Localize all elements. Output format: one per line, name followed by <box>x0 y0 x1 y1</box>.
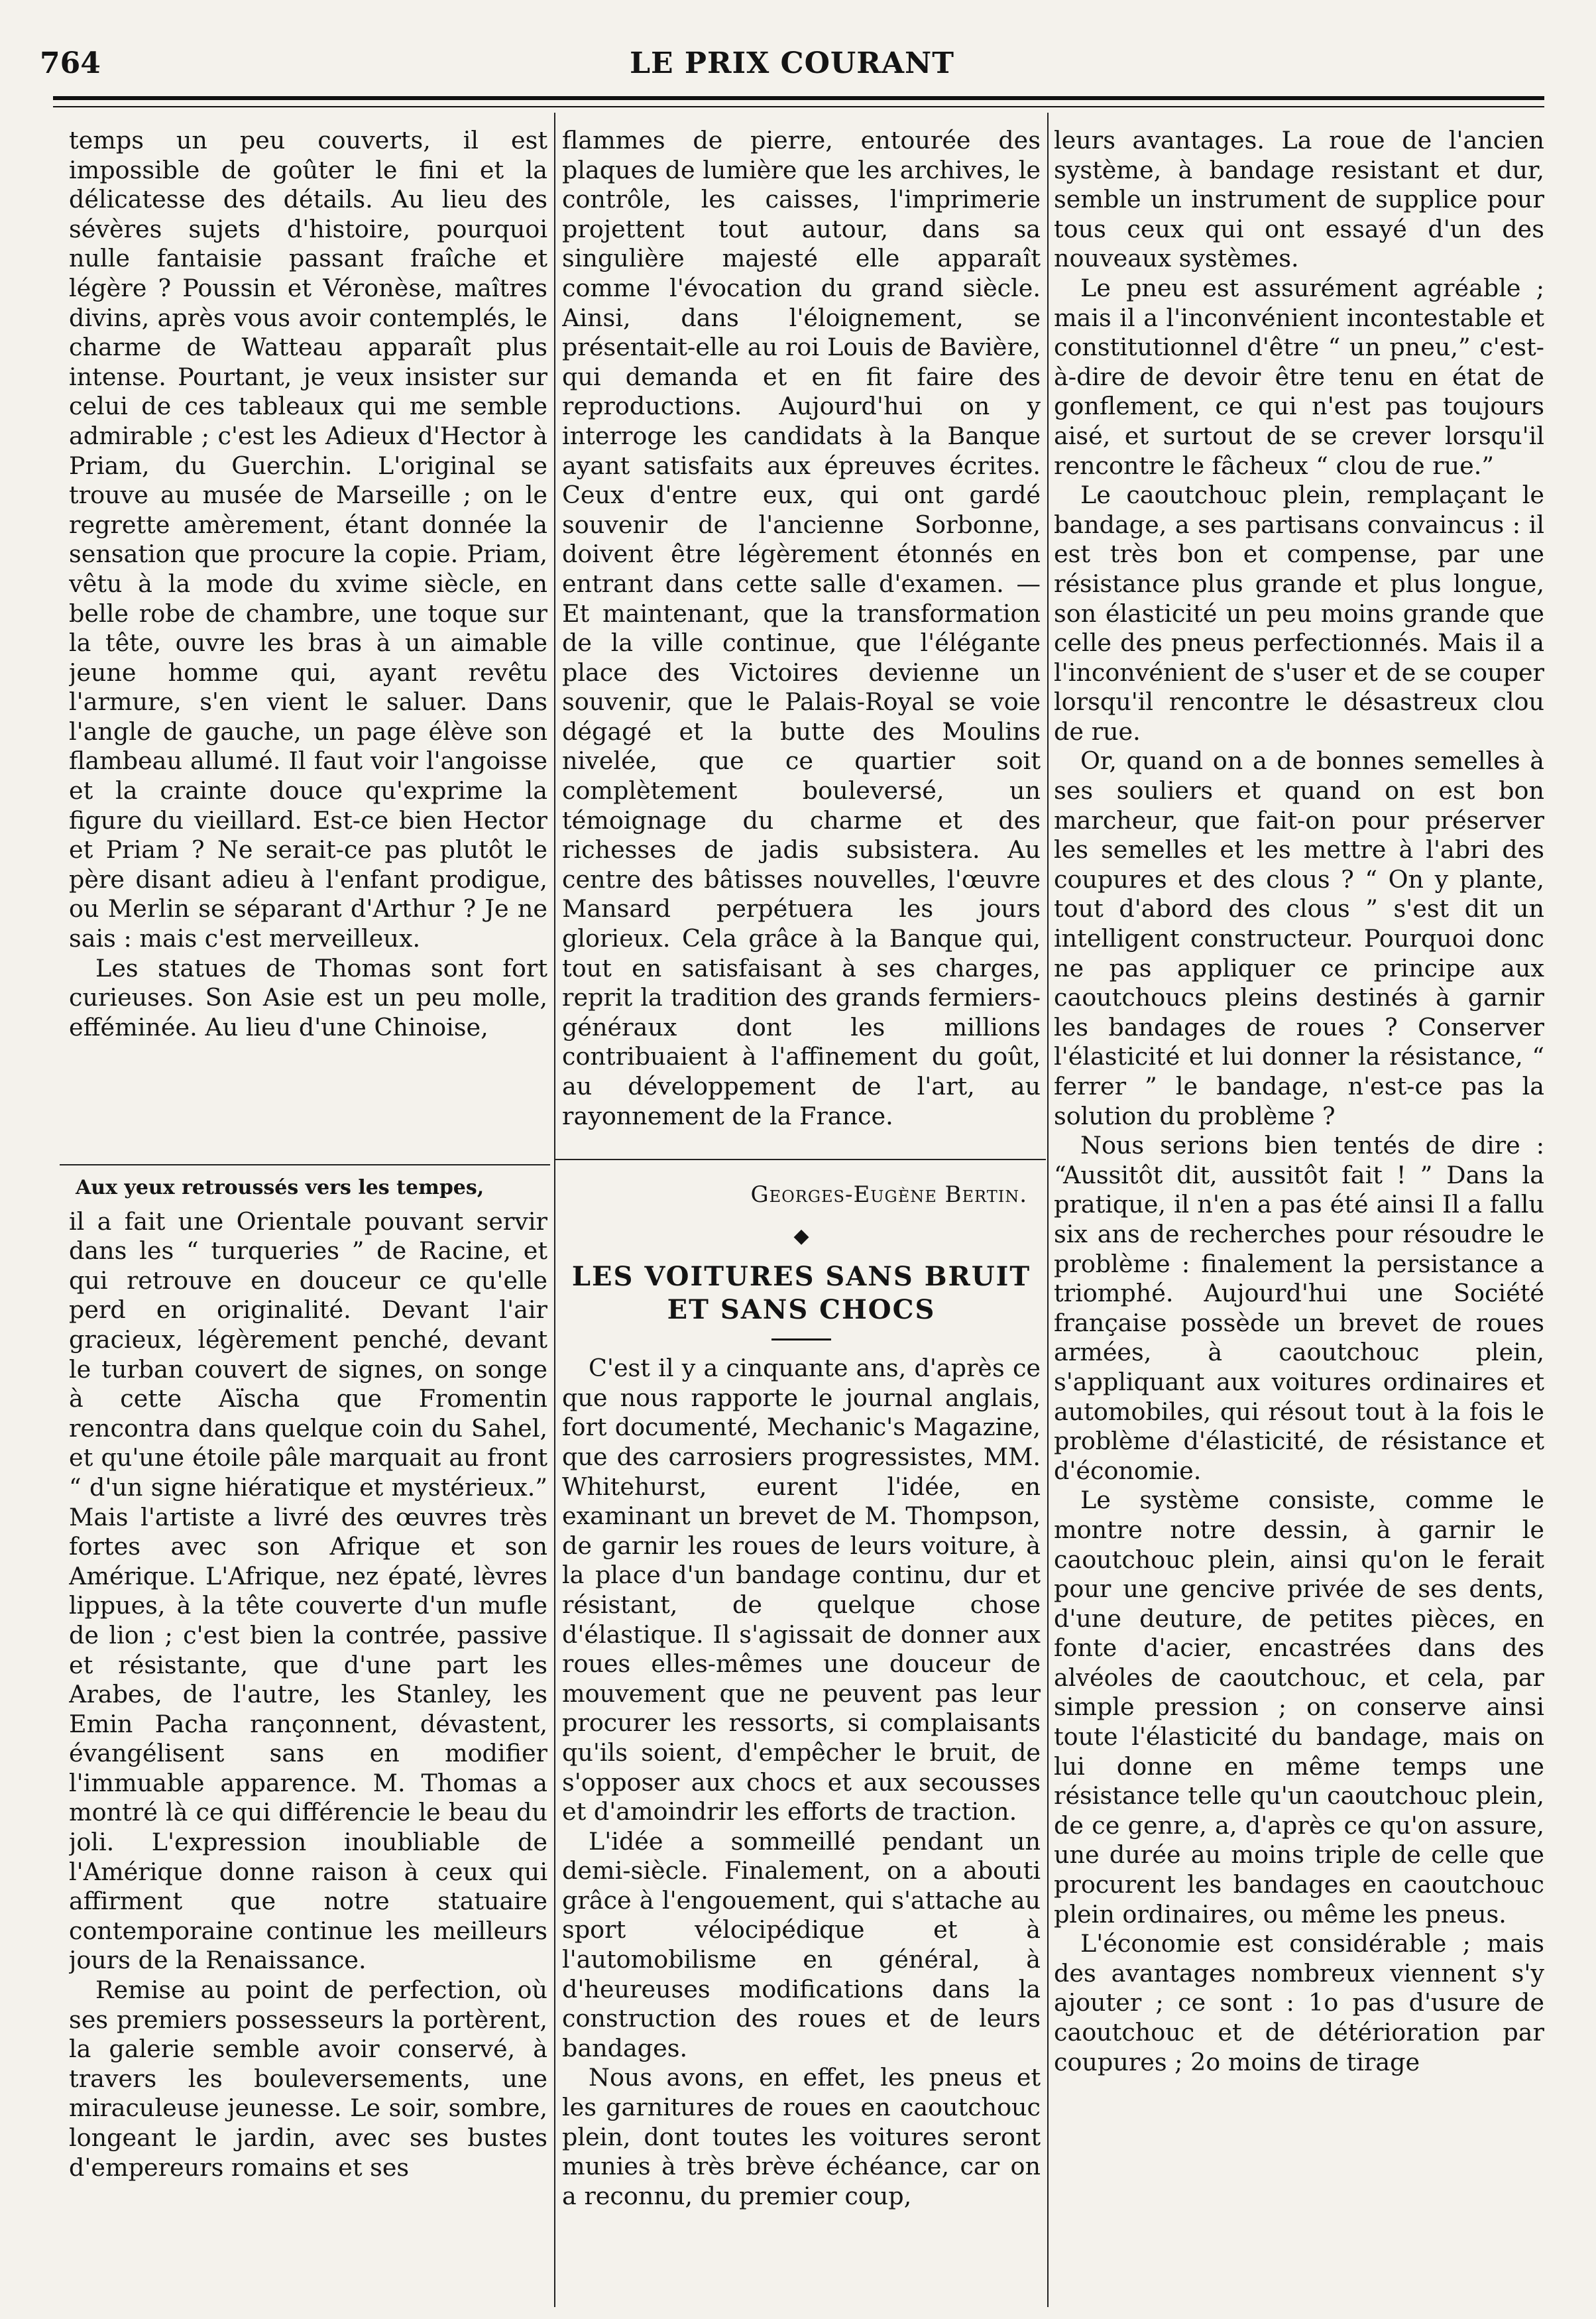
title-rule <box>771 1338 831 1340</box>
author-signature: Georges-Eugène Bertin. <box>750 1181 1027 1208</box>
paragraph: L'économie est considérable ; mais des avantages nombreux viennent s'y ajouter ; ce sont : 1o pas d'usure de caoutchouc et de détérioration par coupures ; 2o moins de tirage <box>1054 1929 1544 2076</box>
column-divider-left <box>554 113 555 2307</box>
paragraph: il a fait une Orientale pouvant servir dans les “ turqueries ” de Racine, et qui retrouve en douceur ce qu'elle perd en originalité. Devant l'air gracieux, légèrement penché, devant le turban couvert de signes, on songe à cette Aïscha que Fromentin rencontra dans quelque coin du Sahel, et qu'une étoile pâle marquait au front “ d'un signe hiératique et mystérieux.” Mais l'artiste a livré des œuvres très fortes avec son Afrique et son Amérique. L'Afrique, nez épaté, lèvres lippues, à la tête couverte d'un mufle de lion ; c'est bien la contrée, passive et résistante, que d'une part les Arabes, de l'autre, les Stanley, les Emin Pacha rançonnent, dévastent, évangélisent sans en modifier l'immuable apparence. M. Thomas a montré là ce qui différencie le beau du joli. L'expression inoubliable de l'Amérique donne raison à ceux qui affirment que notre statuaire contemporaine continue les meilleurs jours de la Renaissance. <box>69 1207 547 1975</box>
column-divider-right <box>1047 113 1049 2307</box>
header-rule-thin <box>53 106 1544 107</box>
article-title: LES VOITURES SANS BRUIT ET SANS CHOCS <box>571 1261 1031 1326</box>
paragraph: C'est il y a cinquante ans, d'après ce que nous rapporte le journal anglais, fort documenté, Mechanic's Magazine, que des carrosiers progressistes, MM. Whitehurst, eurent l'idée, en examinant un brevet de M. Thompson, de garnir les roues de leurs voiture, à la place d'un bandage continu, dur et résistant, de quelque chose d'élastique. Il s'agissait de donner aux roues elles-mêmes une douceur de mouvement que ne peuvent pas leur procurer les ressorts, si complaisants qu'ils soient, d'empêcher le bruit, de s'opposer aux chocs et aux secousses et d'amoindrir les efforts de traction. <box>562 1354 1041 1826</box>
column1-break-rule <box>60 1164 550 1165</box>
paragraph: flammes de pierre, entourée des plaques de lumière que les archives, le contrôle, les caisses, l'imprimerie projettent tout autour, dans sa singulière majesté elle apparaît comme l'évocation du grand siècle. Ainsi, dans l'éloignement, se présentait-elle au roi Louis de Bavière, qui demanda et en fit faire des reproductions. Aujourd'hui on y interroge les candidats à la Banque ayant satisfaits aux épreuves écrites. Ceux d'entre eux, qui ont gardé souvenir de l'ancienne Sorbonne, doivent être légèrement étonnés en entrant dans cette salle d'examen. — Et maintenant, que la transformation de la ville continue, que l'élégante place des Victoires devienne un souvenir, que le Palais-Royal se voie dégagé et la butte des Moulins nivelée, que ce quartier soit complètement bouleversé, un témoignage du charme et des richesses de jadis subsistera. Au centre des bâtisses nouvelles, l'œuvre Mansard perpétuera les jours glorieux. Cela grâce à la Banque qui, tout en satisfaisant à ses charges, reprit la tradition des grands fermiers-généraux dont les millions contribuaient à l'affinement du goût, au développement de l'art, au rayonnement de la France. <box>562 126 1041 1130</box>
continuation-line: Aux yeux retroussés vers les tempes, <box>76 1176 484 1199</box>
column-1-top <box>69 126 547 1160</box>
header-rule-thick <box>53 96 1544 100</box>
paragraph: L'idée a sommeillé pendant un demi-siècle. Finalement, on a abouti grâce à l'engouement, qui s'attache au sport vélocipédique et à l'automobilisme en général, à d'heureuses modifications dans la construction des roues et de leurs bandages. <box>562 1826 1041 2062</box>
paragraph: Le caoutchouc plein, remplaçant le bandage, a ses partisans convaincus : il est très bon et compense, par une résistance plus grande et plus longue, son élasticité un peu moins grande que celle des pneus perfectionnés. Mais il a l'inconvénient de s'user et de se couper lorsqu'il rencontre le désastreux clou de rue. <box>1054 481 1544 746</box>
paragraph: Or, quand on a de bonnes semelles à ses souliers et quand on est bon marcheur, que fait-on pour préserver les semelles et les mettre à l'abri des coupures et des clous ? “ On y plante, tout d'abord des clous ” s'est dit un intelligent constructeur. Pourquoi donc ne pas appliquer ce principe aux caoutchoucs pleins destinés à garnir les bandages de roues ? Conserver l'élasticité et lui donner la résistance, “ ferrer ” le bandage, n'est-ce pas la solution du problème ? <box>1054 746 1544 1130</box>
column-2-top <box>562 126 1041 1154</box>
paragraph: Nous avons, en effet, les pneus et les garnitures de roues en caoutchouc plein, dont toutes les voitures seront munies à très brève échéance, car on a reconnu, du premier coup, <box>562 2063 1041 2210</box>
paragraph: Remise au point de perfection, où ses premiers possesseurs la portèrent, la galerie semble avoir conservé, à travers les bouleversements, une miraculeuse jeunesse. Le soir, sombre, longeant le jardin, avec ses bustes d'empereurs romains et ses <box>69 1976 547 2182</box>
column-3 <box>1054 126 1544 2300</box>
paragraph: Les statues de Thomas sont fort curieuses. Son Asie est un peu molle, efféminée. Au lieu d'une Chinoise, <box>69 953 547 1041</box>
paragraph: Le système consiste, comme le montre notre dessin, à garnir le caoutchouc plein, ainsi qu'on le ferait pour une gencive privée de ses dents, d'une deuture, de petites pièces, en fonte d'acier, encastrées dans des alvéoles de caoutchouc, et cela, par simple pression ; on conserve ainsi toute l'élasticité du bandage, mais on lui donne en même temps une résistance telle qu'un caoutchouc plein, de ce genre, a, d'après ce qu'on assure, une durée au moins triple de celle que procurent les bandages en caoutchouc plein ordinaires, ou même les pneus. <box>1054 1486 1544 1929</box>
paragraph: temps un peu couverts, il est impossible de goûter le fini et la délicatesse des détails. Au lieu des sévères sujets d'histoire, pourquoi nulle fantaisie passant fraîche et légère ? Poussin et Véronèse, maîtres divins, après vous avoir contemplés, le charme de Watteau apparaît plus intense. Pourtant, je veux insister sur celui de ces tableaux qui me semble admirable ; c'est les Adieux d'Hector à Priam, du Guerchin. L'original se trouve au musée de Marseille ; on le regrette amèrement, étant donnée la sensation que procure la copie. Priam, vêtu à la mode du xvime siècle, en belle robe de chambre, une toque sur la tête, ouvre les bras à un aimable jeune homme qui, ayant revêtu l'armure, s'en vient le saluer. Dans l'angle de gauche, un page élève son flambeau allumé. Il faut voir l'angoisse et la crainte douce qu'exprime la figure du vieillard. Est-ce bien Hector et Priam ? Ne serait-ce pas plutôt le père disant adieu à l'enfant prodigue, ou Merlin se séparant d'Arthur ? Je ne sais : mais c'est merveilleux. <box>69 126 547 953</box>
ornament-icon: ◆ <box>793 1224 809 1248</box>
page-number: 764 <box>40 46 101 80</box>
paragraph: Le pneu est assurément agréable ; mais il a l'inconvénient incontestable et constitutionnel d'être “ un pneu,” c'est-à-dire de devoir être tenu en état de gonflement, ce qui n'est pas toujours aisé, et surtout de se crever lorsqu'il rencontre le fâcheux “ clou de rue.” <box>1054 273 1544 480</box>
column-2-bottom <box>562 1173 1041 2307</box>
paragraph: Nous serions bien tentés de dire : “Aussitôt dit, aussitôt fait ! ” Dans la pratique, il n'en a pas été ainsi Il a fallu six ans de recherches pour résoudre le problème : finalement la persistance a triomphé. Aujourd'hui une Société française possède un brevet de roues armées, à caoutchouc plein, s'appliquant aux voitures ordinaires et automobiles, qui résout tout à la fois le problème d'élasticité, de résistance et d'économie. <box>1054 1131 1544 1485</box>
page-header <box>40 46 1544 86</box>
paragraph: leurs avantages. La roue de l'ancien système, à bandage resistant et dur, semble un instrument de supplice pour tous ceux qui ont essayé d'un des nouveaux systèmes. <box>1054 126 1544 273</box>
running-title: LE PRIX COURANT <box>630 46 954 80</box>
column-1-bottom <box>69 1173 547 2307</box>
column2-break-rule <box>555 1159 1046 1160</box>
